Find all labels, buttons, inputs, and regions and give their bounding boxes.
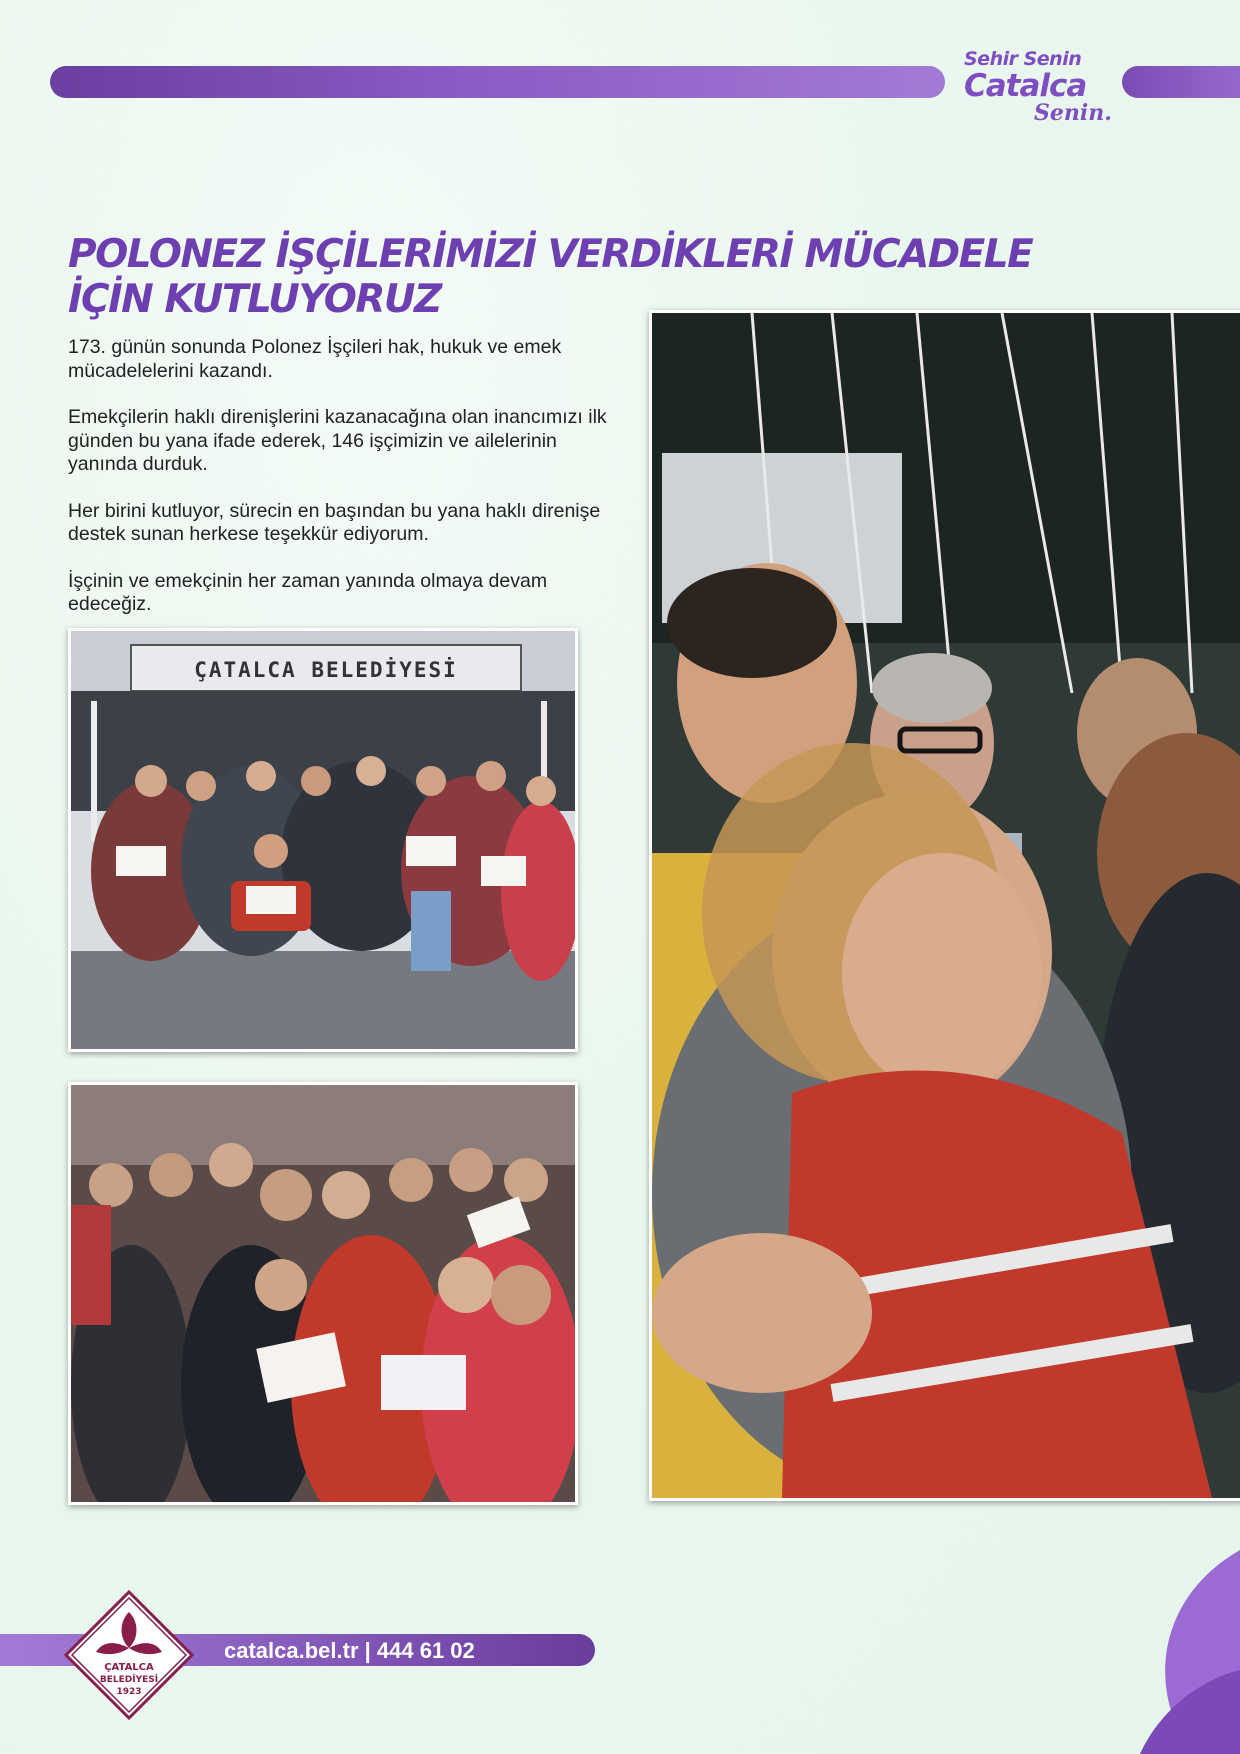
crowd-photo-illustration — [71, 1085, 575, 1502]
footer-contact[interactable]: catalca.bel.tr | 444 61 02 — [224, 1638, 475, 1663]
article-paragraph: İşçinin ve emekçinin her zaman yanında olmaya devam edeceğiz. — [68, 569, 548, 615]
group-photo-illustration — [71, 631, 575, 1049]
slogan-line-3: Senin. — [1034, 100, 1112, 126]
article-paragraph: 173. günün sonunda Polonez İşçileri hak, hukuk ve emek mücadelelerini kazandı. — [68, 336, 562, 382]
group-photo-building — [68, 628, 578, 1052]
header-accent-bar — [50, 66, 945, 98]
slogan-line-2: Catalca — [964, 68, 1087, 104]
crowd-photo-certificates — [68, 1082, 578, 1505]
decorative-leaf — [1100, 1530, 1240, 1754]
municipality-logo — [64, 1590, 194, 1720]
header-accent-bar-right — [1122, 66, 1240, 98]
article-title: POLONEZ İŞÇİLERİMİZİ VERDİKLERİ MÜCADELE İÇİN KUTLUYORUZ — [68, 232, 1033, 322]
building-sign-text: ÇATALCA BELEDİYESİ — [194, 658, 458, 682]
article-paragraph: Her birini kutluyor, sürecin en başından bu yana haklı direnişe destek sunan herkese teşekkür ediyorum. — [68, 499, 601, 545]
logo-text-line1: ÇATALCA — [104, 1662, 154, 1673]
article-paragraph: Emekçilerin haklı direnişlerini kazanacağına olan inancımızı ilk günden bu yana ifade ederek, 146 işçimizin ve ailelerinin yanında durduk. — [68, 406, 607, 475]
embrace-photo-illustration — [652, 313, 1240, 1498]
logo-year: 1923 — [116, 1687, 142, 1697]
embrace-photo — [649, 310, 1240, 1501]
article-body — [68, 336, 628, 640]
slogan-logo — [962, 48, 1112, 128]
logo-text-line2: BELEDİYESİ — [99, 1675, 159, 1685]
slogan-line-1: Sehir Senin — [964, 48, 1082, 70]
